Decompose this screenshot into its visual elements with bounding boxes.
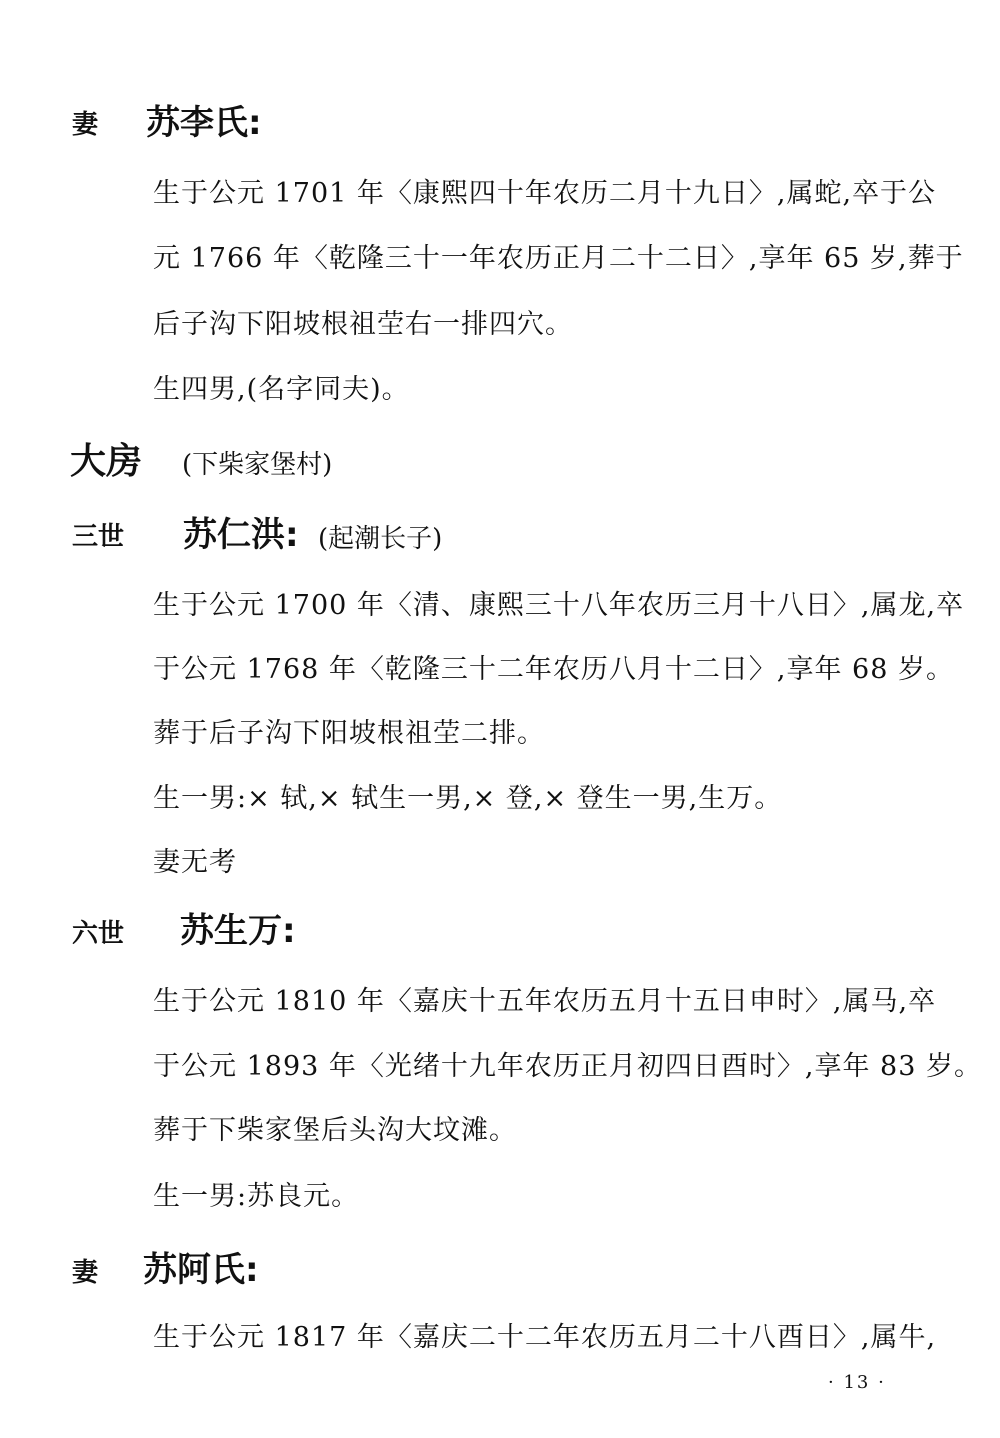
person-note: (起潮长子)	[318, 524, 443, 554]
generation-label: 六世	[72, 919, 125, 949]
generation-label: 三世	[72, 522, 125, 552]
person-name: 苏仁洪:	[183, 515, 299, 555]
branch-subtitle: (下柴家堡村)	[182, 450, 333, 480]
wife-label: 妻	[72, 1258, 99, 1288]
text-line: 生于公元 1701 年〈康熙四十年农历二月十九日〉,属蛇,卒于公	[153, 178, 937, 209]
text-line: 生于公元 1817 年〈嘉庆二十二年农历五月二十八酉日〉,属牛,	[153, 1322, 937, 1353]
text-line: 于公元 1768 年〈乾隆三十二年农历八月十二日〉,享年 68 岁。	[153, 654, 954, 685]
text-line: 于公元 1893 年〈光绪十九年农历正月初四日酉时〉,享年 83 岁。	[153, 1051, 982, 1082]
text-line: 生四男,(名字同夫)。	[153, 374, 410, 405]
text-line: 生一男:苏良元。	[153, 1181, 360, 1212]
text-line: 后子沟下阳坡根祖茔右一排四穴。	[153, 309, 573, 340]
wife-name: 苏李氏:	[146, 103, 262, 143]
text-line: 葬于后子沟下阳坡根祖茔二排。	[153, 718, 545, 749]
text-line: 妻无考	[153, 847, 237, 878]
text-line: 生于公元 1700 年〈清、康熙三十八年农历三月十八日〉,属龙,卒	[153, 590, 965, 621]
text-line: 生于公元 1810 年〈嘉庆十五年农历五月十五日申时〉,属马,卒	[153, 986, 937, 1017]
text-line: 元 1766 年〈乾隆三十一年农历正月二十二日〉,享年 65 岁,葬于	[153, 243, 964, 274]
page-number: · 13 ·	[828, 1372, 886, 1393]
text-line: 生一男:× 轼,× 轼生一男,× 登,× 登生一男,生万。	[153, 783, 783, 814]
wife-name: 苏阿氏:	[143, 1250, 259, 1290]
person-name: 苏生万:	[180, 911, 296, 951]
branch-heading: 大房	[70, 441, 143, 482]
text-line: 葬于下柴家堡后头沟大坟滩。	[153, 1115, 517, 1146]
wife-label: 妻	[72, 110, 99, 140]
